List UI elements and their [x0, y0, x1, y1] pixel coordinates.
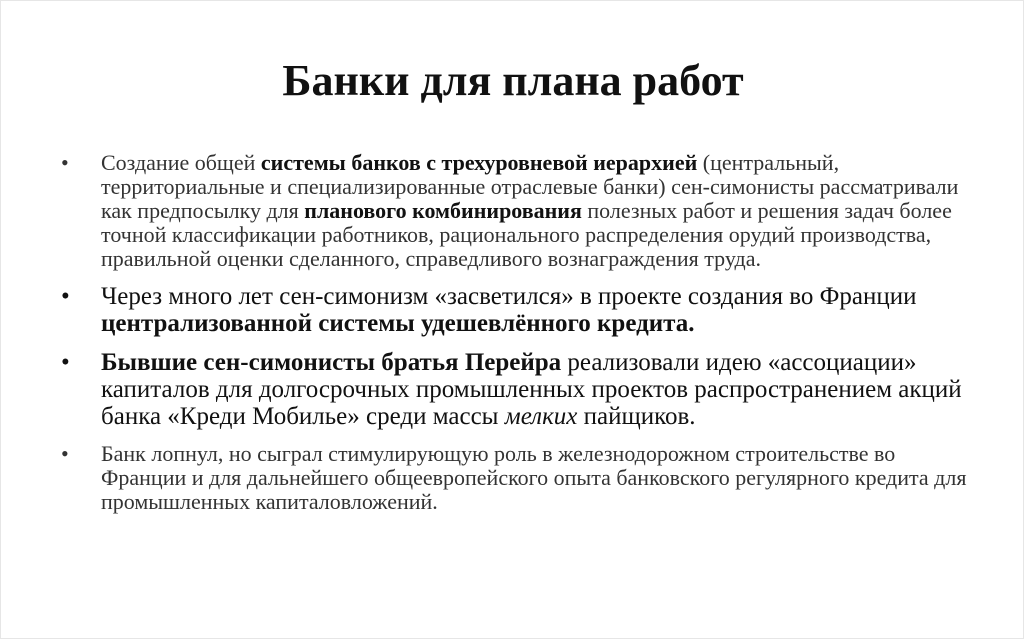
bullet-1-text-1: Создание общей [101, 150, 261, 175]
bullet-marker: • [61, 283, 70, 310]
bullet-1-bold-1: системы банков с трехуровневой иерархией [260, 150, 698, 175]
bullet-1-text-2: (центральный, территориальные и специализированные отраслевые банки) сен-симонисты рассматривали как предпосылку для [101, 150, 959, 223]
slide-title: Банки для плана работ [282, 56, 744, 105]
bullet-list [61, 151, 981, 514]
bullet-3-bold-1: Бывшие сен-симонисты братья Перейра [101, 349, 562, 376]
bullet-marker: • [61, 150, 69, 175]
bullet-1-text-3: полезных работ и решения задач более точной классификации работников, рационального распределения орудий производства, правильной оценки сделанного, справедливого вознаграждения труда. [101, 198, 952, 271]
bullet-marker: • [61, 349, 70, 376]
bullet-marker: • [61, 441, 69, 466]
bullet-item-1 [61, 151, 981, 271]
bullet-2-text-1: Через много лет сен-симонизм «засветился» в проекте создания во Франции [101, 283, 917, 310]
bullet-4-text-1: Банк лопнул, но сыграл стимулирующую роль в железнодорожном строительстве во Франции и для дальнейшего общеевропейского опыта банковского регулярного кредита для промышленных капиталовложений. [101, 441, 967, 514]
bullet-3-text-2: пайщиков. [577, 403, 696, 430]
bullet-item-4 [61, 442, 981, 514]
bullet-2-bold-1: централизованной системы удешевлённого кредита. [101, 310, 695, 337]
bullet-1-bold-2: планового комбинирования [304, 198, 582, 223]
bullet-3-italic-1: мелких [504, 403, 578, 430]
bullet-item-2 [61, 283, 981, 337]
bullet-3-text-1: реализовали идею «ассоциации» капиталов для долгосрочных промышленных проектов распространением акций банка «Креди Мобилье» среди массы [101, 349, 962, 430]
bullet-item-3 [61, 349, 981, 430]
